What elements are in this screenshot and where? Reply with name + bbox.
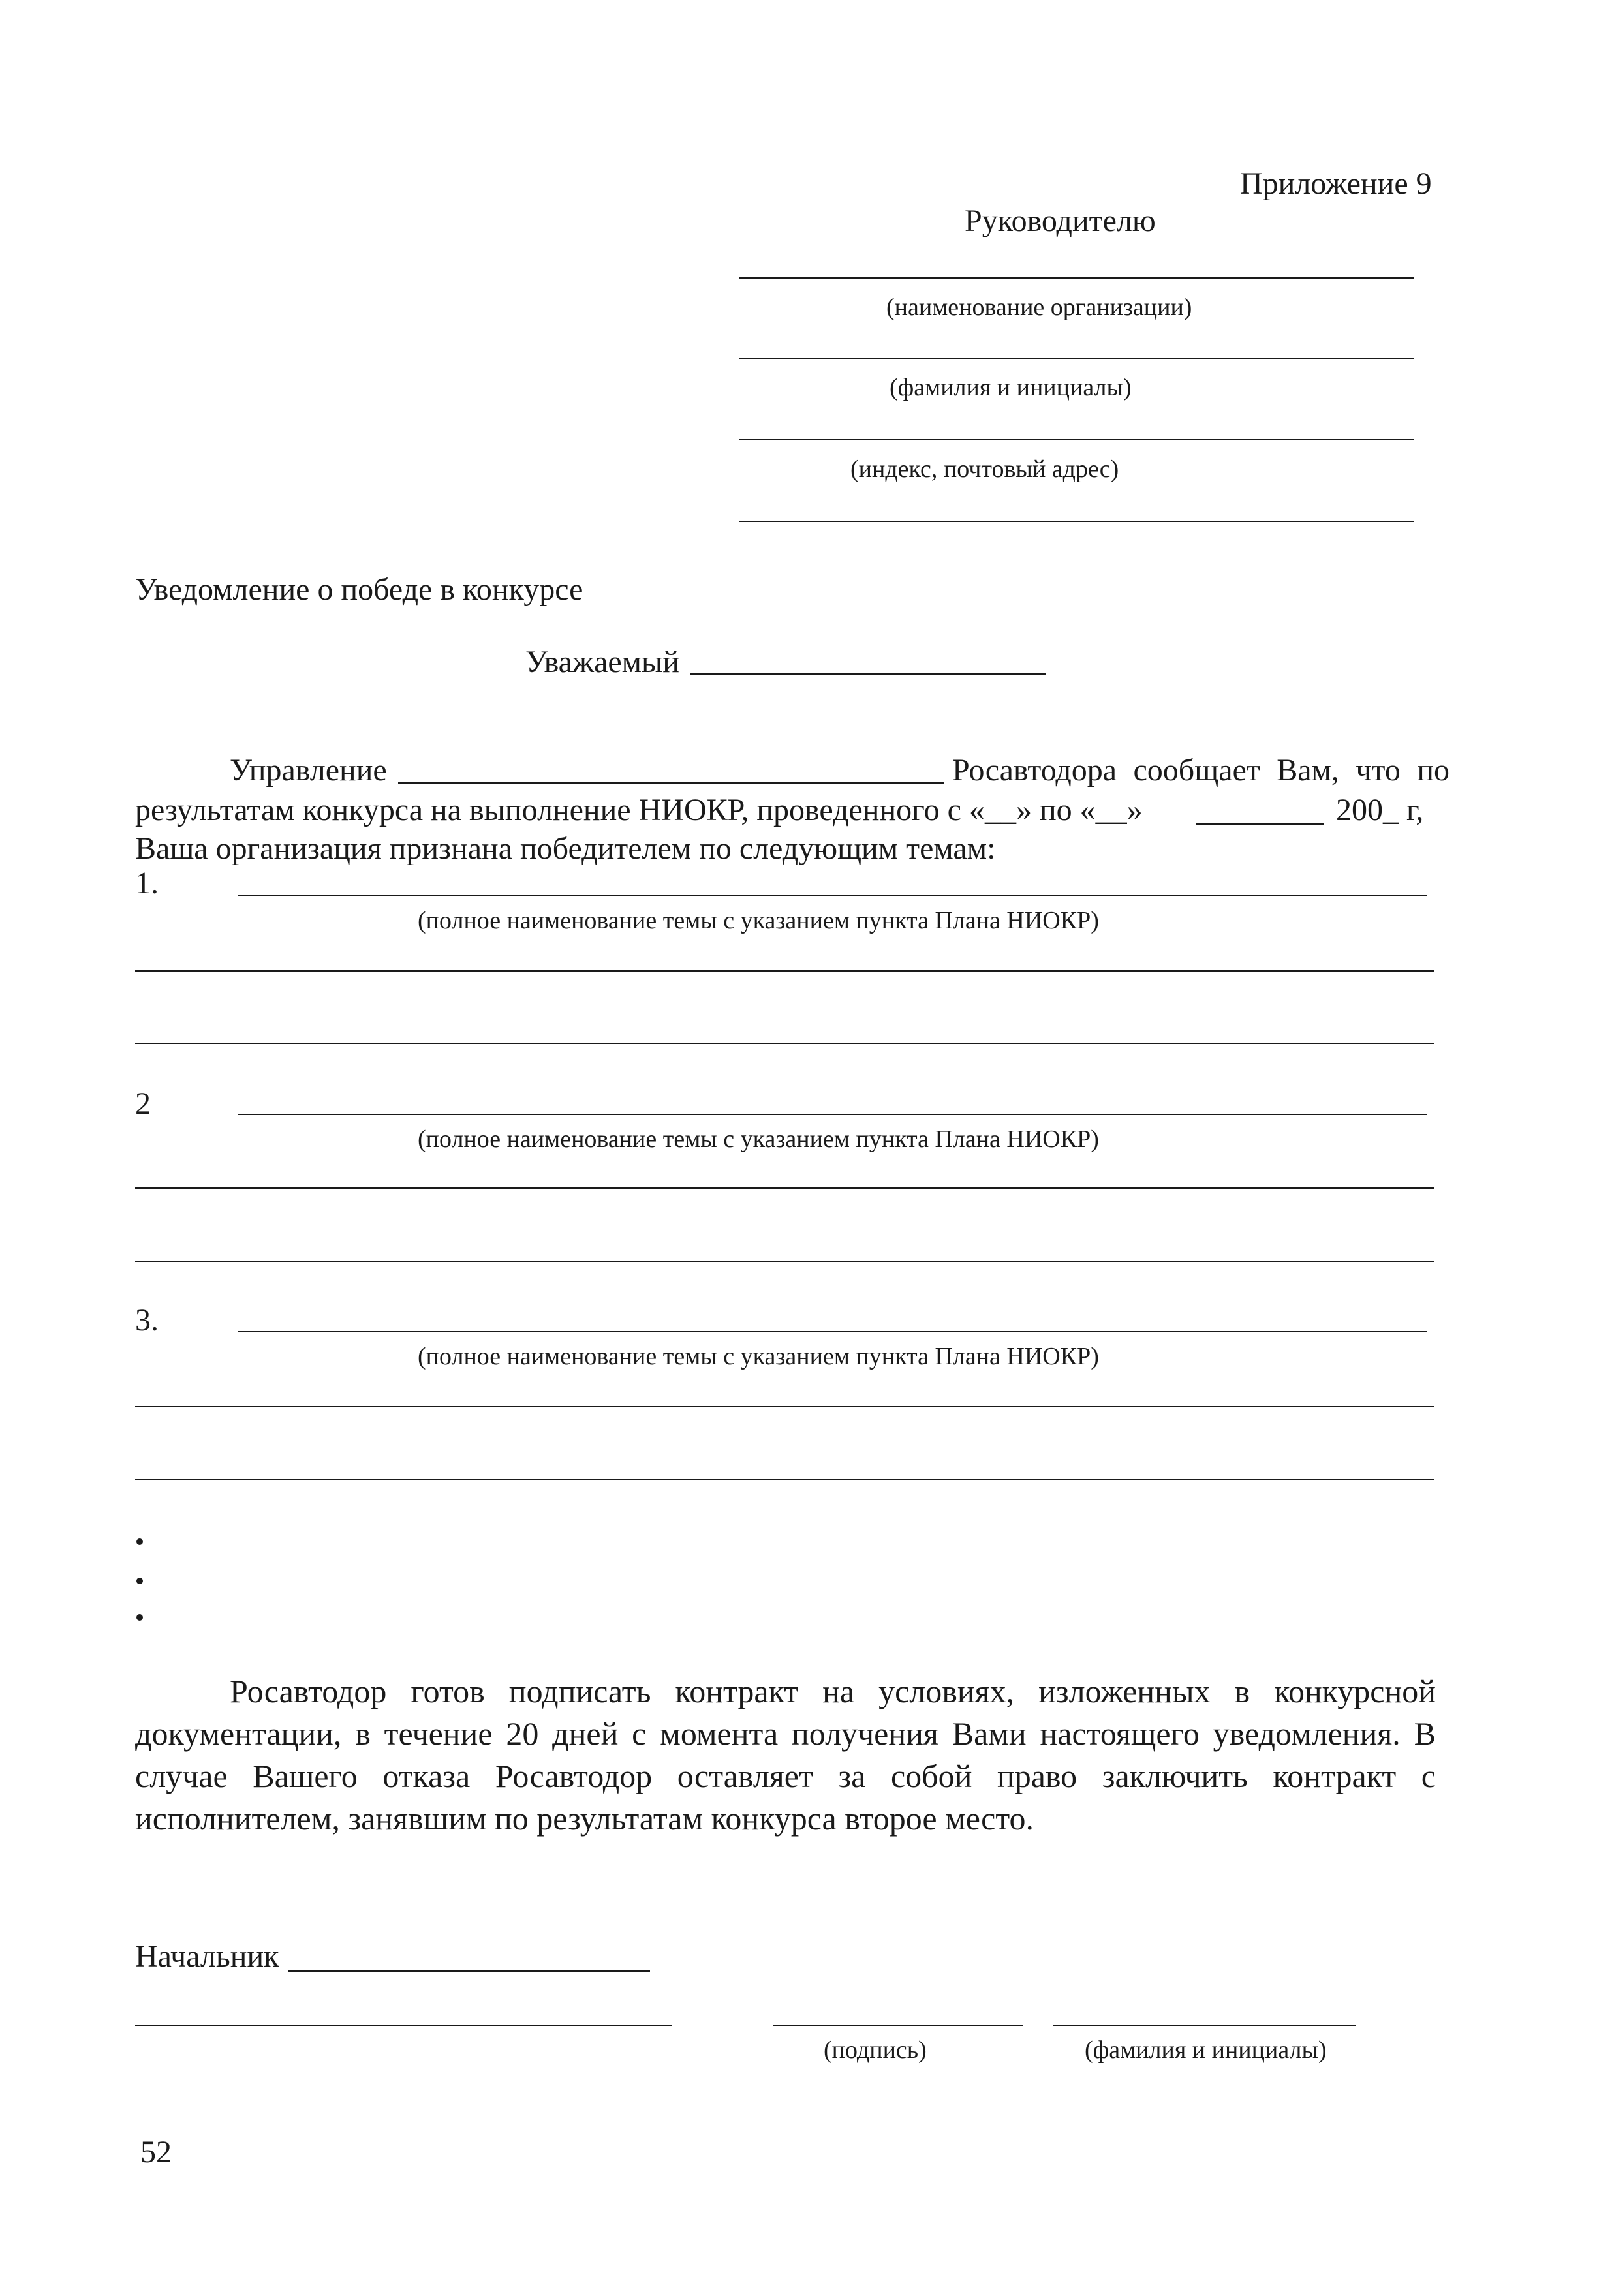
- position-line: [288, 1970, 650, 1972]
- topic-continuation-line: [135, 1187, 1434, 1189]
- directorate-label: Управление: [230, 753, 387, 788]
- signatory-name-line: [1053, 2025, 1356, 2026]
- bullet-dot: [136, 1578, 143, 1584]
- signature-caption: (подпись): [824, 2036, 927, 2064]
- topic-title-line: [238, 1331, 1427, 1332]
- topic-continuation-line: [135, 1043, 1434, 1044]
- winner-statement: Ваша организация признана победителем по следующим темам:: [135, 831, 996, 866]
- month-line: [1196, 823, 1324, 825]
- addressee-label: Руководителю: [965, 204, 1156, 238]
- topic-caption: (полное наименование темы с указанием пункта Плана НИОКР): [418, 1343, 1099, 1370]
- salutation: Уважаемый: [525, 645, 679, 679]
- appendix-label: Приложение 9: [1240, 166, 1432, 201]
- signatory-name-caption: (фамилия и инициалы): [1085, 2036, 1327, 2064]
- organization-name-caption: (наименование организации): [886, 294, 1192, 321]
- topic-number: 2: [135, 1086, 151, 1121]
- directorate-rest-text: Росавтодора сообщает Вам, что по: [952, 753, 1449, 788]
- signatory-title: Начальник: [135, 1939, 279, 1974]
- bullet-dot: [136, 1614, 143, 1621]
- closing-paragraph: Росавтодор готов подписать контракт на условиях, изложенных в конкурсной документации, в течение 20 дней с момента получения Вами настоящего уведомления. В случае Вашего отказа Росавтодор оставляет за собой право заключить контракт с исполнителем, занявшим по результатам конкурса второе место.: [135, 1673, 1436, 1837]
- topic-caption: (полное наименование темы с указанием пункта Плана НИОКР): [418, 1125, 1099, 1153]
- directorate-name-line: [398, 782, 944, 784]
- topic-continuation-line: [135, 1479, 1434, 1480]
- organization-name-line: [739, 277, 1414, 279]
- page-number: 52: [140, 2135, 172, 2169]
- notice-title: Уведомление о победе в конкурсе: [135, 572, 583, 607]
- bullet-dot: [136, 1538, 143, 1545]
- postal-address-line-2: [739, 521, 1414, 522]
- topic-number: 1.: [135, 866, 159, 900]
- topic-continuation-line: [135, 1261, 1434, 1262]
- postal-address-line: [739, 439, 1414, 440]
- topic-title-line: [238, 895, 1427, 896]
- directorate-line: [135, 2025, 672, 2026]
- signature-line: [773, 2025, 1023, 2026]
- topic-continuation-line: [135, 1406, 1434, 1407]
- topic-number: 3.: [135, 1303, 159, 1338]
- topic-caption: (полное наименование темы с указанием пункта Плана НИОКР): [418, 907, 1099, 934]
- salutation-name-line: [690, 673, 1046, 675]
- topic-title-line: [238, 1114, 1427, 1115]
- recipient-name-caption: (фамилия и инициалы): [890, 374, 1132, 401]
- contest-period-text: результатам конкурса на выполнение НИОКР, проведенного с «__» по «__»: [135, 793, 1143, 827]
- recipient-name-line: [739, 358, 1414, 359]
- year-text: 200_ г,: [1336, 793, 1424, 827]
- postal-address-caption: (индекс, почтовый адрес): [850, 455, 1119, 483]
- topic-continuation-line: [135, 970, 1434, 972]
